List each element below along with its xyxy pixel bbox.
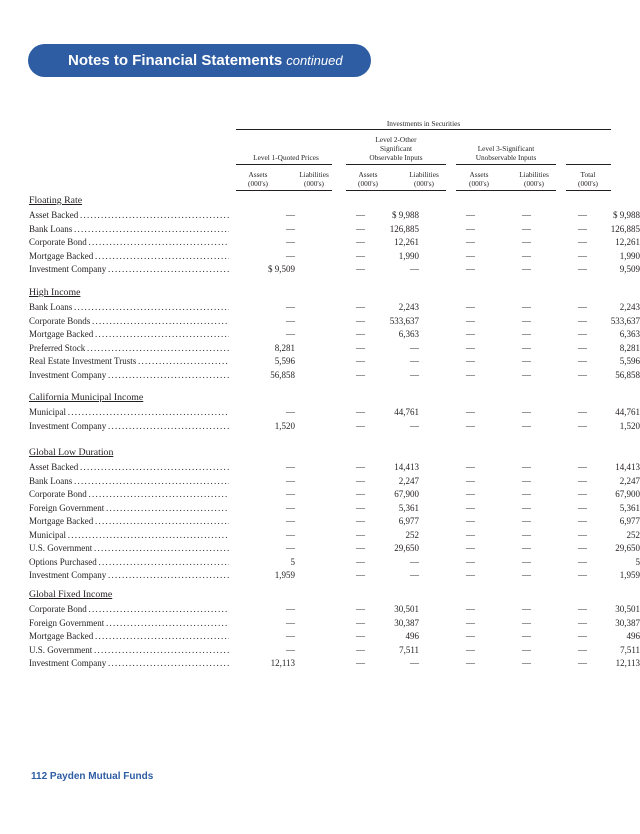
row-value: — [356, 631, 365, 641]
row-value: — [578, 420, 587, 431]
row-value: — [286, 237, 295, 247]
row-value: 1,990 [398, 250, 419, 261]
row-label: Corporate Bond . . . [29, 488, 229, 500]
row-value: — [410, 420, 419, 431]
row-value: 8,281 [274, 342, 295, 353]
row-value: 5,596 [619, 356, 640, 366]
row-value: — [578, 315, 587, 326]
row-value: — [356, 329, 365, 339]
col-rule [566, 190, 611, 191]
row-value: — [356, 462, 365, 472]
row-value: — [356, 237, 365, 247]
table-row [29, 630, 640, 642]
row-value: — [286, 475, 295, 486]
row-value: — [578, 570, 587, 580]
row-value: — [522, 369, 531, 380]
row-label: U.S. Government . . . [29, 644, 229, 656]
row-label: Corporate Bond . . . [29, 603, 229, 615]
table-row [29, 542, 640, 554]
level2-header-line1: Level 2-Other [375, 135, 417, 144]
table-row [29, 315, 640, 327]
row-value: 5,361 [398, 502, 419, 513]
col-header-unit: (000's) [524, 179, 544, 188]
row-value: 29,650 [394, 543, 419, 553]
row-value: — [578, 516, 587, 526]
row-value: — [410, 342, 419, 353]
row-value: 12,261 [615, 237, 640, 247]
row-value: — [522, 264, 531, 274]
row-value: 126,885 [389, 223, 419, 234]
table-row [29, 420, 640, 432]
row-value: 126,885 [610, 223, 640, 234]
col-header-liabilities: Liabilities [519, 170, 549, 179]
row-value: 496 [405, 631, 419, 641]
row-label: Bank Loans . . . [29, 475, 229, 487]
row-label: Municipal . . . [29, 406, 229, 418]
row-label: Foreign Government . . . [29, 502, 229, 514]
col-rule [236, 190, 332, 191]
row-label: Foreign Government . . . [29, 617, 229, 629]
row-value: — [466, 223, 475, 234]
table-row [29, 236, 640, 248]
row-value: 252 [626, 529, 640, 540]
table-row [29, 556, 640, 568]
row-value: — [356, 502, 365, 513]
row-value: — [466, 604, 475, 614]
row-label: Mortgage Backed . . . [29, 250, 229, 262]
row-label: Asset Backed . . . [29, 461, 229, 473]
row-value: — [286, 223, 295, 234]
row-label: Options Purchased . . . [29, 556, 229, 568]
row-value: $ 9,988 [613, 210, 640, 220]
row-value: — [466, 264, 475, 274]
row-value: — [578, 223, 587, 234]
row-value: — [522, 420, 531, 431]
row-value: — [578, 264, 587, 274]
table-row [29, 250, 640, 262]
row-value: — [522, 543, 531, 553]
table-row [29, 209, 640, 221]
row-value: — [578, 369, 587, 380]
table-row [29, 342, 640, 354]
row-label: U.S. Government . . . [29, 542, 229, 554]
row-label: Real Estate Investment Trusts . . . [29, 355, 229, 367]
row-value: — [410, 356, 419, 366]
row-value: — [356, 407, 365, 417]
table-row [29, 475, 640, 487]
row-value: 6,363 [398, 329, 419, 339]
row-value: 12,113 [270, 658, 295, 668]
row-value: — [466, 342, 475, 353]
row-label: Investment Company . . . [29, 369, 229, 381]
row-value: 67,900 [615, 489, 640, 499]
row-label: Corporate Bonds . . . [29, 315, 229, 327]
row-value: — [466, 658, 475, 668]
table-row [29, 502, 640, 514]
row-value: — [466, 570, 475, 580]
row-value: — [522, 210, 531, 220]
row-value: — [466, 462, 475, 472]
row-value: — [578, 556, 587, 567]
row-value: — [466, 329, 475, 339]
section-title: California Municipal Income [29, 392, 144, 403]
col-header-liabilities: Liabilities [299, 170, 329, 179]
row-value: — [522, 658, 531, 668]
level3-rule [456, 164, 556, 165]
row-value: — [466, 502, 475, 513]
row-value: 2,243 [398, 302, 419, 312]
row-value: 6,977 [398, 516, 419, 526]
row-value: 5 [635, 556, 640, 567]
row-value: — [286, 502, 295, 513]
row-value: — [522, 237, 531, 247]
row-value: — [356, 644, 365, 655]
row-value: — [286, 210, 295, 220]
level3-header-line2: Unobservable Inputs [475, 153, 537, 162]
row-value: — [286, 617, 295, 628]
row-value: 2,243 [619, 302, 640, 312]
row-value: $ 9,509 [268, 264, 295, 274]
row-label: Investment Company . . . [29, 420, 229, 432]
row-value: — [466, 420, 475, 431]
row-value: — [466, 516, 475, 526]
row-value: 44,761 [394, 407, 419, 417]
row-value: — [466, 210, 475, 220]
row-value: — [522, 329, 531, 339]
row-value: — [356, 489, 365, 499]
row-value: — [286, 543, 295, 553]
row-value: 7,511 [399, 644, 419, 655]
level3-header-line1: Level 3-Significant [477, 144, 535, 153]
row-value: — [466, 543, 475, 553]
row-value: — [286, 302, 295, 312]
table-row [29, 657, 640, 669]
row-value: — [466, 302, 475, 312]
row-value: 252 [405, 529, 419, 540]
row-value: — [286, 407, 295, 417]
row-value: — [286, 489, 295, 499]
row-value: 67,900 [394, 489, 419, 499]
row-value: 5,596 [274, 356, 295, 366]
row-value: — [410, 369, 419, 380]
row-value: — [522, 250, 531, 261]
col-header-unit: (000's) [469, 179, 489, 188]
row-value: — [578, 237, 587, 247]
row-value: 1,959 [619, 570, 640, 580]
row-value: 12,113 [615, 658, 640, 668]
row-value: — [578, 462, 587, 472]
level2-header-line2: Significant [379, 144, 413, 153]
row-value: — [522, 302, 531, 312]
row-value: — [356, 250, 365, 261]
row-value: — [286, 529, 295, 540]
table-row [29, 301, 640, 313]
col-header-liabilities: Liabilities [409, 170, 439, 179]
row-value: — [466, 356, 475, 366]
row-value: — [522, 604, 531, 614]
row-value: — [410, 570, 419, 580]
row-value: — [578, 407, 587, 417]
row-value: — [466, 369, 475, 380]
row-value: 30,387 [615, 617, 640, 628]
table-row [29, 644, 640, 656]
banner-subtitle: continued [286, 53, 343, 68]
row-value: — [522, 570, 531, 580]
row-value: — [578, 329, 587, 339]
page-number: 112 [31, 771, 48, 782]
row-label: Mortgage Backed . . . [29, 515, 229, 527]
publication-name: Payden Mutual Funds [49, 771, 154, 782]
super-header: Investments in Securities [386, 119, 461, 128]
row-value: 44,761 [615, 407, 640, 417]
row-value: 9,509 [619, 264, 640, 274]
row-value: — [578, 302, 587, 312]
row-value: — [522, 315, 531, 326]
section-title: High Income [29, 287, 81, 298]
row-value: — [410, 658, 419, 668]
col-header-assets: Assets [248, 170, 268, 179]
row-value: — [356, 475, 365, 486]
table-row [29, 369, 640, 381]
table-row [29, 529, 640, 541]
row-value: — [286, 329, 295, 339]
row-value: — [466, 617, 475, 628]
row-label: Investment Company . . . [29, 263, 229, 275]
row-value: 29,650 [615, 543, 640, 553]
row-value: 30,501 [394, 604, 419, 614]
row-value: — [578, 617, 587, 628]
section-title: Floating Rate [29, 195, 83, 206]
row-value: 56,858 [615, 369, 640, 380]
row-value: 6,977 [619, 516, 640, 526]
header-rule [236, 129, 611, 130]
row-value: — [578, 250, 587, 261]
row-label: Mortgage Backed . . . [29, 630, 229, 642]
row-value: — [578, 543, 587, 553]
table-row [29, 263, 640, 275]
table-row [29, 515, 640, 527]
row-value: — [466, 407, 475, 417]
section-banner [28, 44, 371, 77]
col-header-unit: (000's) [578, 179, 598, 188]
row-value: 533,637 [389, 315, 419, 326]
row-value: 5 [290, 556, 295, 567]
row-value: — [466, 250, 475, 261]
row-value: 1,520 [619, 420, 640, 431]
col-header-unit: (000's) [414, 179, 434, 188]
col-header-unit: (000's) [358, 179, 378, 188]
table-row [29, 603, 640, 615]
row-value: — [356, 264, 365, 274]
row-value: — [522, 475, 531, 486]
row-value: — [286, 516, 295, 526]
row-value: — [522, 631, 531, 641]
row-value: — [522, 356, 531, 366]
row-value: — [356, 342, 365, 353]
row-value: 14,413 [394, 462, 419, 472]
row-value: — [286, 462, 295, 472]
row-value: — [578, 356, 587, 366]
row-value: — [356, 617, 365, 628]
row-value: — [522, 556, 531, 567]
table-row [29, 569, 640, 581]
row-value: — [356, 223, 365, 234]
row-value: — [578, 631, 587, 641]
row-value: — [356, 556, 365, 567]
row-value: — [522, 342, 531, 353]
table-row [29, 328, 640, 340]
row-value: 5,361 [619, 502, 640, 513]
row-value: 14,413 [615, 462, 640, 472]
row-value: — [356, 543, 365, 553]
row-value: — [286, 250, 295, 261]
table-row [29, 406, 640, 418]
page-footer [31, 771, 153, 782]
row-value: — [578, 489, 587, 499]
row-value: — [356, 356, 365, 366]
row-value: — [578, 210, 587, 220]
col-header-unit: (000's) [248, 179, 268, 188]
row-value: — [522, 516, 531, 526]
row-value: — [356, 604, 365, 614]
row-value: — [578, 604, 587, 614]
table-row [29, 617, 640, 629]
level2-rule [346, 164, 446, 165]
row-value: 30,387 [394, 617, 419, 628]
col-rule [346, 190, 446, 191]
row-value: $ 9,988 [392, 210, 419, 220]
row-value: 2,247 [619, 475, 640, 486]
row-value: — [356, 315, 365, 326]
col-header-unit: (000's) [304, 179, 324, 188]
row-value: — [522, 529, 531, 540]
row-value: — [578, 644, 587, 655]
total-rule [566, 164, 611, 165]
row-value: — [522, 502, 531, 513]
row-label: Bank Loans . . . [29, 223, 229, 235]
table-row [29, 461, 640, 473]
table-row [29, 488, 640, 500]
row-value: — [466, 631, 475, 641]
row-value: — [356, 516, 365, 526]
table-row [29, 223, 640, 235]
row-value: — [578, 502, 587, 513]
row-value: — [522, 489, 531, 499]
row-value: 7,511 [620, 644, 640, 655]
row-value: — [356, 420, 365, 431]
col-rule [456, 190, 556, 191]
row-value: — [522, 617, 531, 628]
row-value: — [466, 237, 475, 247]
row-value: 1,990 [619, 250, 640, 261]
row-value: 2,247 [398, 475, 419, 486]
row-value: — [578, 529, 587, 540]
level1-header: Level 1-Quoted Prices [253, 153, 319, 162]
row-value: — [356, 210, 365, 220]
row-value: — [522, 644, 531, 655]
row-value: — [578, 342, 587, 353]
row-value: — [578, 658, 587, 668]
row-value: 1,520 [274, 420, 295, 431]
row-value: — [356, 302, 365, 312]
level1-rule [236, 164, 332, 165]
row-value: — [466, 529, 475, 540]
col-header-assets: Assets [469, 170, 489, 179]
row-value: — [578, 475, 587, 486]
row-value: — [466, 315, 475, 326]
row-value: — [356, 369, 365, 380]
section-title: Global Fixed Income [29, 589, 113, 600]
row-value: — [522, 407, 531, 417]
col-header-total: Total [580, 170, 596, 179]
banner-title: Notes to Financial Statements [68, 52, 283, 69]
row-value: — [522, 223, 531, 234]
table-row [29, 355, 640, 367]
row-value: — [356, 658, 365, 668]
row-label: Corporate Bond . . . [29, 236, 229, 248]
row-value: — [286, 604, 295, 614]
row-value: — [286, 631, 295, 641]
row-label: Preferred Stock . . . [29, 342, 229, 354]
row-label: Bank Loans . . . [29, 301, 229, 313]
row-value: — [466, 489, 475, 499]
row-value: 56,858 [270, 369, 295, 380]
row-value: 533,637 [610, 315, 640, 326]
row-label: Municipal . . . [29, 529, 229, 541]
row-value: — [466, 556, 475, 567]
row-value: 6,363 [619, 329, 640, 339]
row-value: — [522, 462, 531, 472]
row-value: — [356, 529, 365, 540]
row-value: 8,281 [619, 342, 640, 353]
row-label: Investment Company . . . [29, 657, 229, 669]
row-label: Asset Backed . . . [29, 209, 229, 221]
row-value: — [410, 264, 419, 274]
row-value: — [356, 570, 365, 580]
section-title: Global Low Duration [29, 447, 114, 458]
row-label: Investment Company . . . [29, 569, 229, 581]
level2-header-line3: Observable Inputs [369, 153, 423, 162]
row-value: — [410, 556, 419, 567]
row-value: — [466, 644, 475, 655]
col-header-assets: Assets [358, 170, 378, 179]
row-value: — [466, 475, 475, 486]
row-value: — [286, 644, 295, 655]
row-value: 12,261 [394, 237, 419, 247]
row-value: 30,501 [615, 604, 640, 614]
row-label: Mortgage Backed . . . [29, 328, 229, 340]
row-value: — [286, 315, 295, 326]
row-value: 1,959 [274, 570, 295, 580]
row-value: 496 [626, 631, 640, 641]
